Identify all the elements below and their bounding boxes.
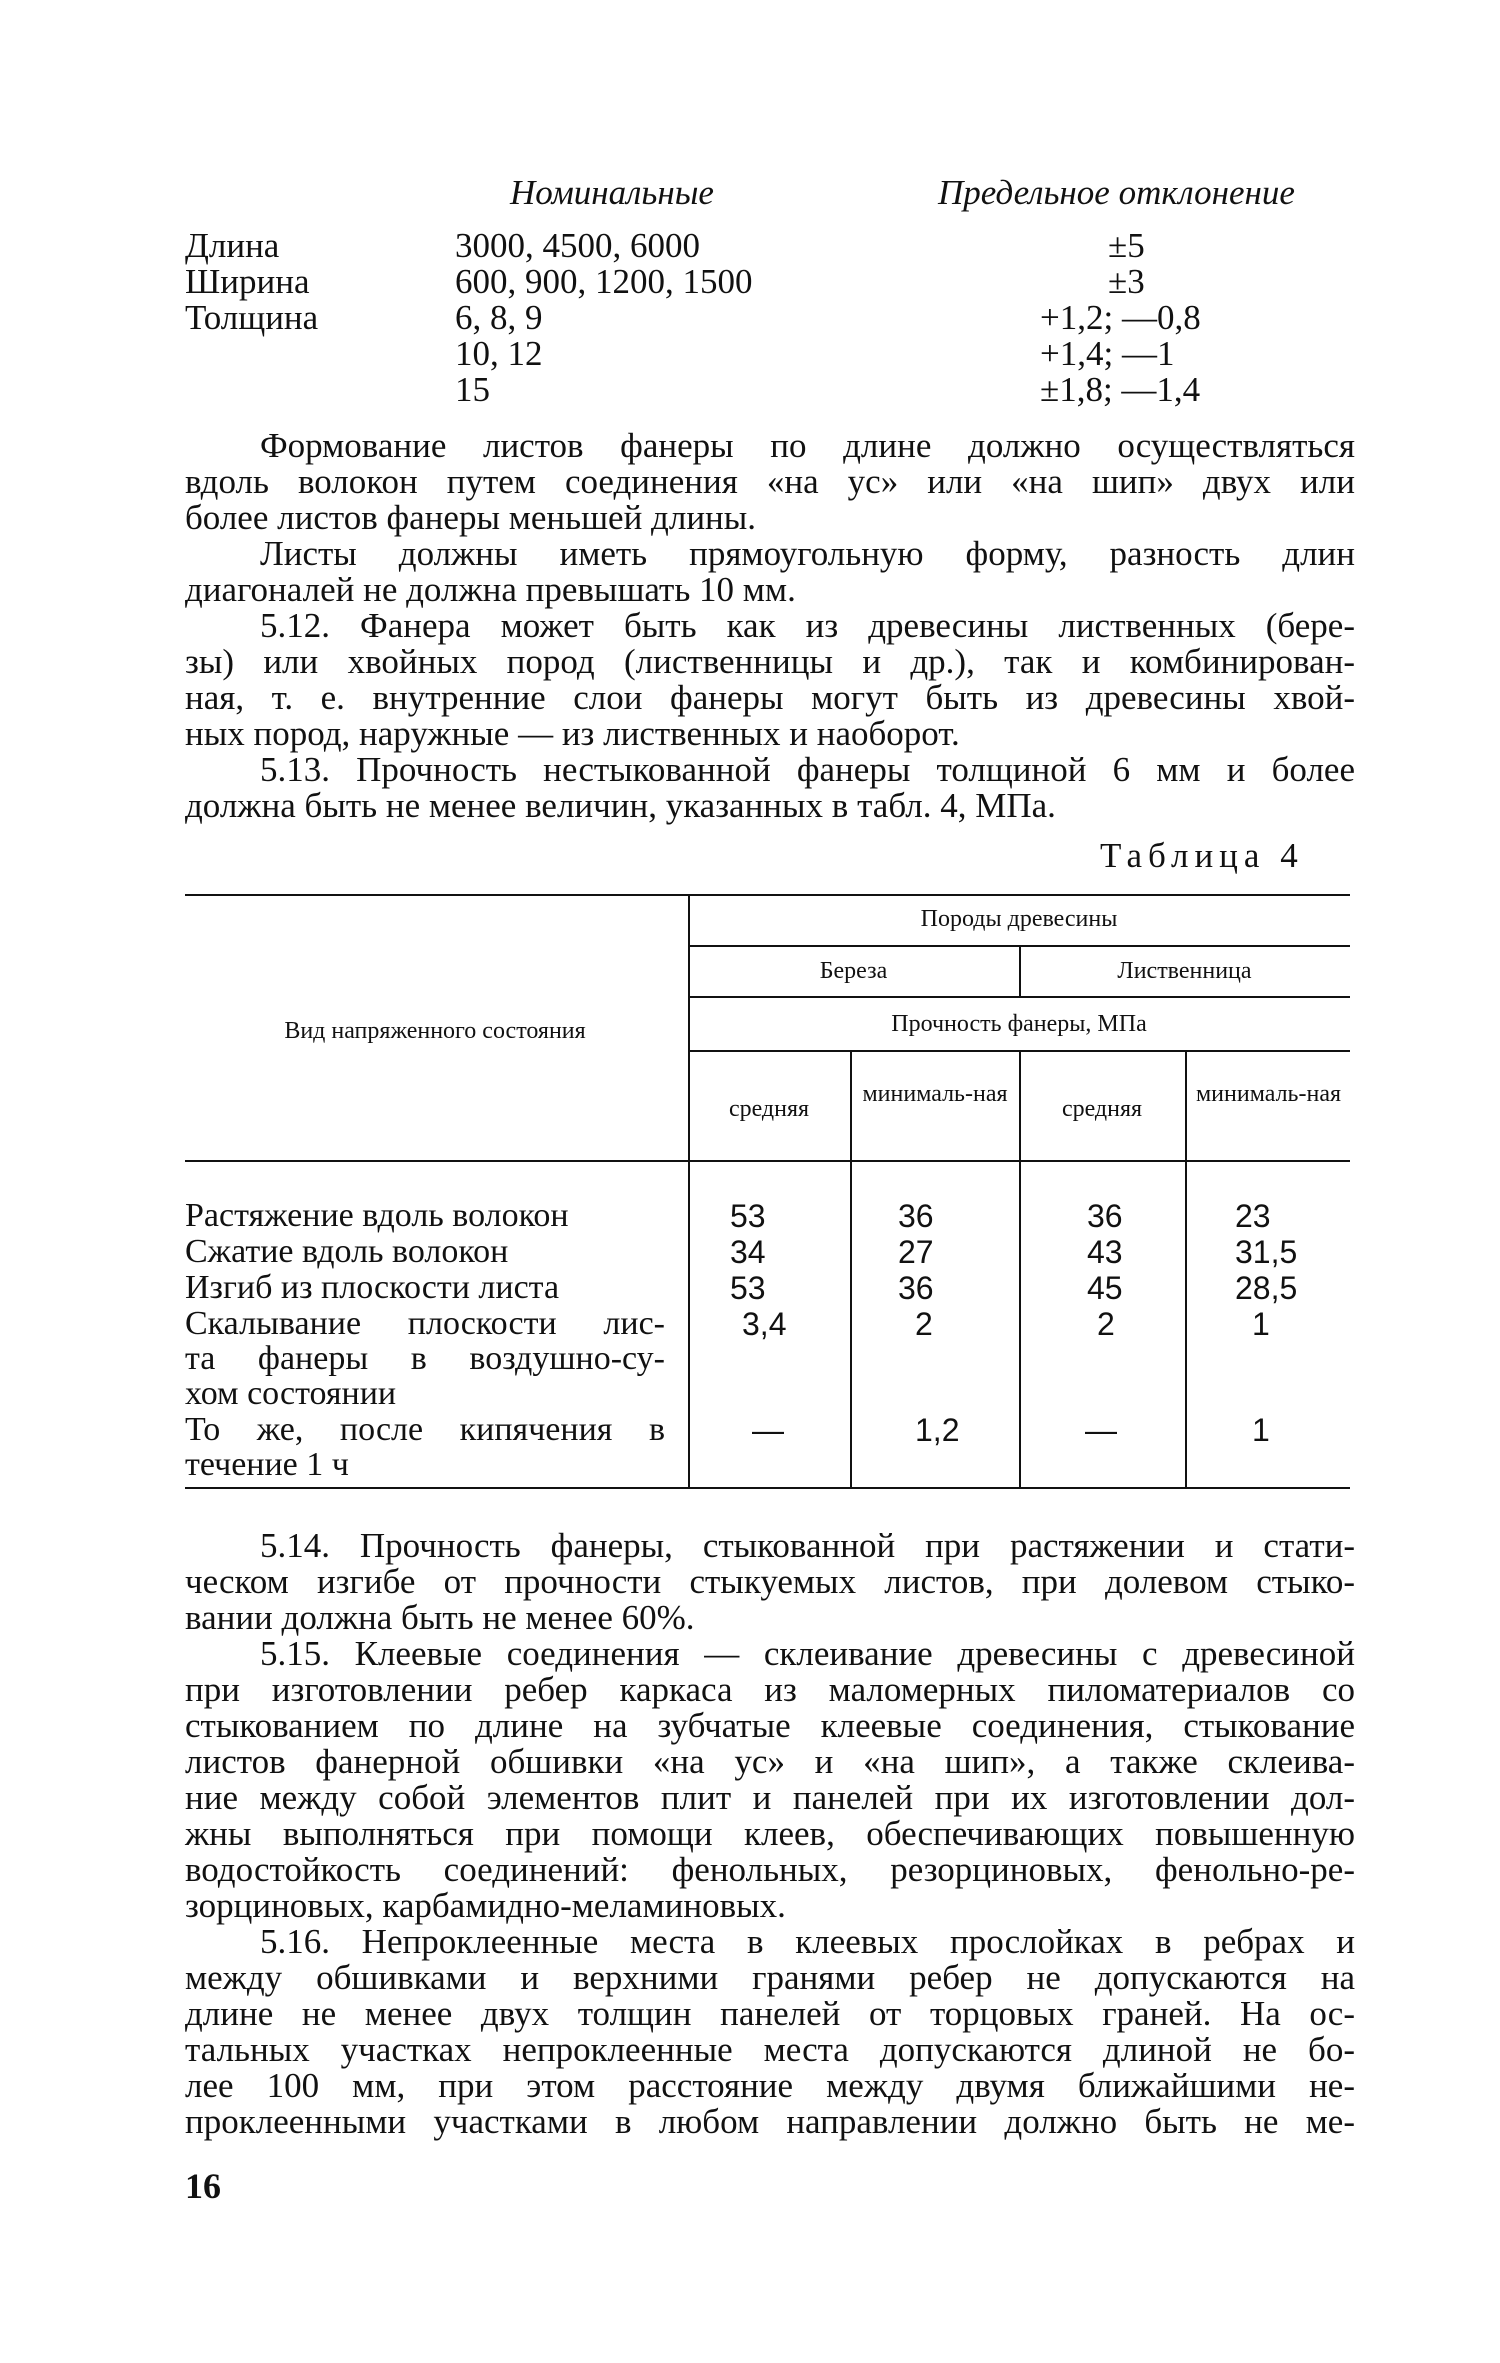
table-cell: 36 xyxy=(898,1270,934,1306)
text-line: 5.14. Прочность фанеры, стыкованной при растяжении и стати- xyxy=(260,1526,1355,1565)
text-line: хом состоянии xyxy=(185,1375,397,1412)
table-caption: Таблица 4 xyxy=(1100,836,1304,875)
text-line: Растяжение вдоль волокон xyxy=(185,1197,569,1234)
table-cell: 2 xyxy=(915,1306,933,1342)
dim-label-thickness: Толщина xyxy=(185,298,319,337)
header-larch: Лиственница xyxy=(1117,958,1252,984)
row-label-shear xyxy=(185,1306,665,1411)
table-cell: — xyxy=(1085,1412,1117,1448)
text-line: жны выполняться при помощи клеев, обеспечивающих повышенную xyxy=(185,1814,1355,1853)
header-birch: Береза xyxy=(819,958,888,984)
table-bottom-rule xyxy=(185,1487,1350,1489)
paragraph-5-15 xyxy=(185,1636,1355,1924)
dim-values-thickness-1: 6, 8, 9 xyxy=(455,298,543,337)
text-line: Изгиб из плоскости листа xyxy=(185,1269,560,1306)
paragraph-5-16 xyxy=(185,1924,1355,2140)
header-avg-birch: средняя xyxy=(728,1096,810,1122)
table-cell: 27 xyxy=(898,1234,934,1270)
paragraph-forming xyxy=(185,428,1355,536)
text-line: 5.15. Клеевые соединения — склеивание древесины с древесиной xyxy=(260,1634,1355,1673)
paragraph-5-12 xyxy=(185,608,1355,752)
page-number: 16 xyxy=(185,2166,221,2206)
paragraph-5-14 xyxy=(185,1528,1355,1636)
text-line: То же, после кипячения в xyxy=(185,1411,665,1448)
table-cell: 34 xyxy=(730,1234,766,1270)
text-line: при изготовлении ребер каркаса из маломерных пиломатериалов со xyxy=(185,1670,1355,1709)
table-cell: 3,4 xyxy=(742,1306,787,1342)
row-label-compression xyxy=(185,1234,665,1269)
text-line: зорциновых, карбамидно-меламиновых. xyxy=(185,1886,786,1925)
header-avg-larch: средняя xyxy=(1061,1096,1143,1122)
dim-values-thickness-2: 10, 12 xyxy=(455,334,543,373)
dim-values-width: 600, 900, 1200, 1500 xyxy=(455,262,753,301)
text-line: та фанеры в воздушно-су- xyxy=(185,1340,665,1377)
table-cell: 28,5 xyxy=(1235,1270,1298,1306)
table-cell: 2 xyxy=(1097,1306,1115,1342)
text-line: лее 100 мм, при этом расстояние между двумя ближайшими не- xyxy=(185,2066,1355,2105)
text-line: Формование листов фанеры по длине должно осуществляться xyxy=(260,426,1355,465)
dim-label-width: Ширина xyxy=(185,262,310,301)
table-cell: 36 xyxy=(898,1198,934,1234)
text-line: между обшивками и верхними гранями ребер не допускаются на xyxy=(185,1958,1355,1997)
text-line: листов фанерной обшивки «на ус» и «на шип», а также склеива- xyxy=(185,1742,1355,1781)
table-cell: 45 xyxy=(1087,1270,1123,1306)
text-line: тальных участках непроклеенные места допускаются длиной не бо- xyxy=(185,2030,1355,2069)
text-line: диагоналей не должна превышать 10 мм. xyxy=(185,570,796,609)
table-vrule xyxy=(850,1050,852,1487)
text-line: ных пород, наружные — из лиственных и наоборот. xyxy=(185,714,960,753)
table-rule xyxy=(688,996,1350,998)
dim-label-length: Длина xyxy=(185,226,280,265)
header-stress-state: Вид напряженного состояния xyxy=(284,1018,586,1044)
text-line: 5.12. Фанера может быть как из древесины лиственных (бере- xyxy=(260,606,1355,645)
dim-deviation-width: ±3 xyxy=(1108,262,1145,301)
table-cell: — xyxy=(752,1412,784,1448)
dim-deviation-thickness-1: +1,2; —0,8 xyxy=(1040,298,1201,337)
text-line: вании должна быть не менее 60%. xyxy=(185,1598,695,1637)
text-line: зы) или хвойных пород (лиственницы и др.), так и комбинирован- xyxy=(185,642,1355,681)
text-line: 5.16. Непроклеенные места в клеевых прослойках в ребрах и xyxy=(260,1922,1355,1961)
table-cell: 23 xyxy=(1235,1198,1271,1234)
text-line: Листы должны иметь прямоугольную форму, разность длин xyxy=(260,534,1355,573)
table-cell: 36 xyxy=(1087,1198,1123,1234)
header-wood-species: Породы древесины xyxy=(920,906,1118,932)
table-cell: 43 xyxy=(1087,1234,1123,1270)
row-label-tension xyxy=(185,1198,665,1233)
text-line: 5.13. Прочность нестыкованной фанеры толщиной 6 мм и более xyxy=(260,750,1355,789)
text-line: проклеенными участками в любом направлении должно быть не ме- xyxy=(185,2102,1355,2141)
text-line: водостойкость соединений: фенольных, резорциновых, фенольно-ре- xyxy=(185,1850,1355,1889)
paragraph-5-13 xyxy=(185,752,1355,824)
nominal-header: Номинальные xyxy=(510,173,714,212)
table-vrule xyxy=(1185,1050,1187,1487)
table-cell: 53 xyxy=(730,1270,766,1306)
text-line: должна быть не менее величин, указанных в табл. 4, МПа. xyxy=(185,786,1056,825)
text-line: Скалывание плоскости лис- xyxy=(185,1305,665,1342)
text-line: вдоль волокон путем соединения «на ус» или «на шип» двух или xyxy=(185,462,1355,501)
table-top-rule xyxy=(185,894,1350,896)
text-line: ние между собой элементов плит и панелей при их изготовлении дол- xyxy=(185,1778,1355,1817)
table-cell: 1 xyxy=(1252,1306,1270,1342)
dim-values-thickness-3: 15 xyxy=(455,370,490,409)
dim-deviation-thickness-2: +1,4; —1 xyxy=(1040,334,1175,373)
text-line: более листов фанеры меньшей длины. xyxy=(185,498,757,537)
table-header-rule xyxy=(185,1160,1350,1162)
text-line: ческом изгибе от прочности стыкуемых листов, при долевом стыко- xyxy=(185,1562,1355,1601)
paragraph-sheets xyxy=(185,536,1355,608)
table-cell: 1,2 xyxy=(915,1412,960,1448)
header-strength: Прочность фанеры, МПа xyxy=(891,1011,1147,1037)
text-line: длине не менее двух толщин панелей от торцовых граней. На ос- xyxy=(185,1994,1355,2033)
row-label-bending xyxy=(185,1270,665,1305)
dim-deviation-thickness-3: ±1,8; —1,4 xyxy=(1040,370,1201,409)
dim-values-length: 3000, 4500, 6000 xyxy=(455,226,700,265)
table-cell: 31,5 xyxy=(1235,1234,1298,1270)
table-cell: 53 xyxy=(730,1198,766,1234)
text-line: Сжатие вдоль волокон xyxy=(185,1233,509,1270)
deviation-header: Предельное отклонение xyxy=(938,173,1295,212)
header-min-larch: минималь-ная xyxy=(1195,1081,1342,1107)
header-min-birch: минималь-ная xyxy=(862,1081,1008,1107)
dim-deviation-length: ±5 xyxy=(1108,226,1145,265)
text-line: ная, т. е. внутренние слои фанеры могут быть из древесины хвой- xyxy=(185,678,1355,717)
text-line: стыкованием по длине на зубчатые клеевые соединения, стыкование xyxy=(185,1706,1355,1745)
text-line: течение 1 ч xyxy=(185,1446,349,1483)
row-label-after-boiling xyxy=(185,1412,665,1482)
table-cell: 1 xyxy=(1252,1412,1270,1448)
